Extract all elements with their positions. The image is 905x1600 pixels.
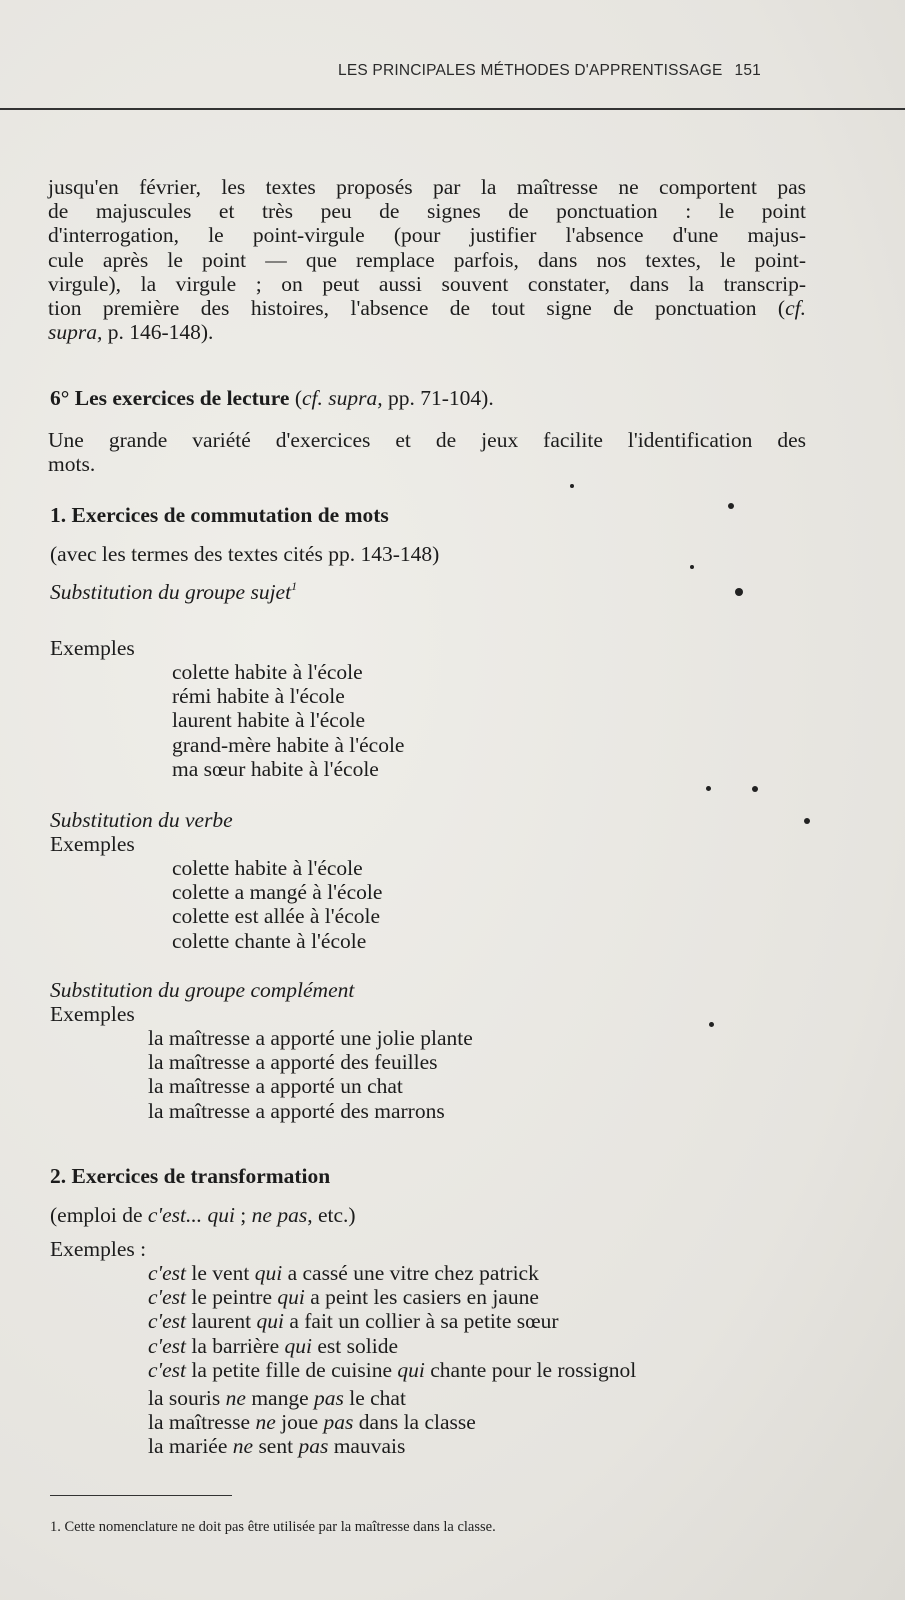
exercise-1-heading: 1. Exercices de commutation de mots xyxy=(50,503,389,527)
example-line: colette habite à l'école xyxy=(172,660,363,684)
examples-label: Exemples : xyxy=(50,1237,147,1261)
examples-list-sujet xyxy=(172,660,404,781)
example-line: la maîtresse a apporté des feuilles xyxy=(148,1050,438,1075)
example-line: grand-mère habite à l'école xyxy=(172,732,405,757)
intro-paragraph xyxy=(48,175,806,344)
example-line: colette est allée à l'école xyxy=(172,904,380,929)
examples-label: Exemples xyxy=(50,1002,135,1026)
example-line: la souris ne mange pas le chat xyxy=(148,1386,406,1410)
intro-line: jusqu'en février, les textes proposés par la maîtresse ne comportent pas xyxy=(48,175,806,199)
examples-label: Exemples xyxy=(50,636,135,660)
scan-speck xyxy=(570,484,574,488)
footnote: 1. Cette nomenclature ne doit pas être utilisée par la maîtresse dans la classe. xyxy=(50,1519,496,1535)
exercise-2-subtitle: (emploi de c'est... qui ; ne pas, etc.) xyxy=(50,1203,356,1227)
example-line: la mariée ne sent pas mauvais xyxy=(148,1434,406,1459)
example-line: c'est la barrière qui est solide xyxy=(148,1333,398,1358)
examples-label: Exemples xyxy=(50,832,135,856)
intro-line: virgule), la virgule ; on peut aussi souvent constater, dans la transcrip- xyxy=(48,271,806,296)
example-line: colette habite à l'école xyxy=(172,856,363,880)
page-number: 151 xyxy=(734,62,761,79)
example-line: c'est le peintre qui a peint les casiers en jaune xyxy=(148,1285,539,1310)
intro-line: supra, p. 146-148). xyxy=(48,320,214,345)
footnote-rule xyxy=(50,1495,232,1496)
scan-speck xyxy=(706,786,711,791)
example-line: c'est le vent qui a cassé une vitre chez patrick xyxy=(148,1261,539,1285)
intro-line: de majuscules et très peu de signes de ponctuation : le point xyxy=(48,199,806,224)
header-rule xyxy=(0,108,905,110)
example-line: laurent habite à l'école xyxy=(172,708,366,733)
example-line: la maîtresse a apporté des marrons xyxy=(148,1098,445,1123)
intro-line: tion première des histoires, l'absence de tout signe de ponctuation (cf. xyxy=(48,295,806,320)
examples-list-cest xyxy=(148,1261,636,1382)
sub-sujet-label: Substitution du groupe sujet$^1$ xyxy=(50,579,298,604)
example-line: la maîtresse a apporté une jolie plante xyxy=(148,1026,473,1050)
example-line: rémi habite à l'école xyxy=(172,684,345,709)
intro-line: cule après le point — que remplace parfois, dans nos textes, le point- xyxy=(48,247,806,272)
examples-list-complement xyxy=(148,1026,473,1123)
scan-speck xyxy=(728,503,734,509)
sub-complement-label: Substitution du groupe complément xyxy=(50,978,355,1002)
example-line: c'est la petite fille de cuisine qui chante pour le rossignol xyxy=(148,1357,637,1382)
running-head-title: LES PRINCIPALES MÉTHODES D'APPRENTISSAGE xyxy=(338,62,723,79)
sub-verbe-label: Substitution du verbe xyxy=(50,808,233,832)
examples-list-verbe xyxy=(172,856,382,953)
example-line: colette chante à l'école xyxy=(172,928,367,953)
scan-speck xyxy=(752,786,758,792)
examples-list-nepas xyxy=(148,1386,476,1459)
exercise-2-heading: 2. Exercices de transformation xyxy=(50,1164,331,1188)
example-line: la maîtresse ne joue pas dans la classe xyxy=(148,1410,476,1435)
example-line: la maîtresse a apporté un chat xyxy=(148,1074,403,1099)
scan-speck xyxy=(709,1022,714,1027)
example-line: colette a mangé à l'école xyxy=(172,880,383,905)
section-6-body: Une grande variété d'exercices et de jeux facilite l'identification des mots. xyxy=(48,428,806,477)
running-head xyxy=(338,62,761,80)
scan-speck xyxy=(690,565,694,569)
example-line: c'est laurent qui a fait un collier à sa petite sœur xyxy=(148,1309,559,1334)
scan-speck xyxy=(735,588,743,596)
exercise-1-subtitle: (avec les termes des textes cités pp. 143-148) xyxy=(50,542,440,566)
scan-speck xyxy=(804,818,810,824)
example-line: ma sœur habite à l'école xyxy=(172,756,379,781)
intro-line: d'interrogation, le point-virgule (pour justifier l'absence d'une majus- xyxy=(48,223,806,248)
section-6-heading: 6° Les exercices de lecture (cf. supra, pp. 71-104). xyxy=(50,386,494,410)
